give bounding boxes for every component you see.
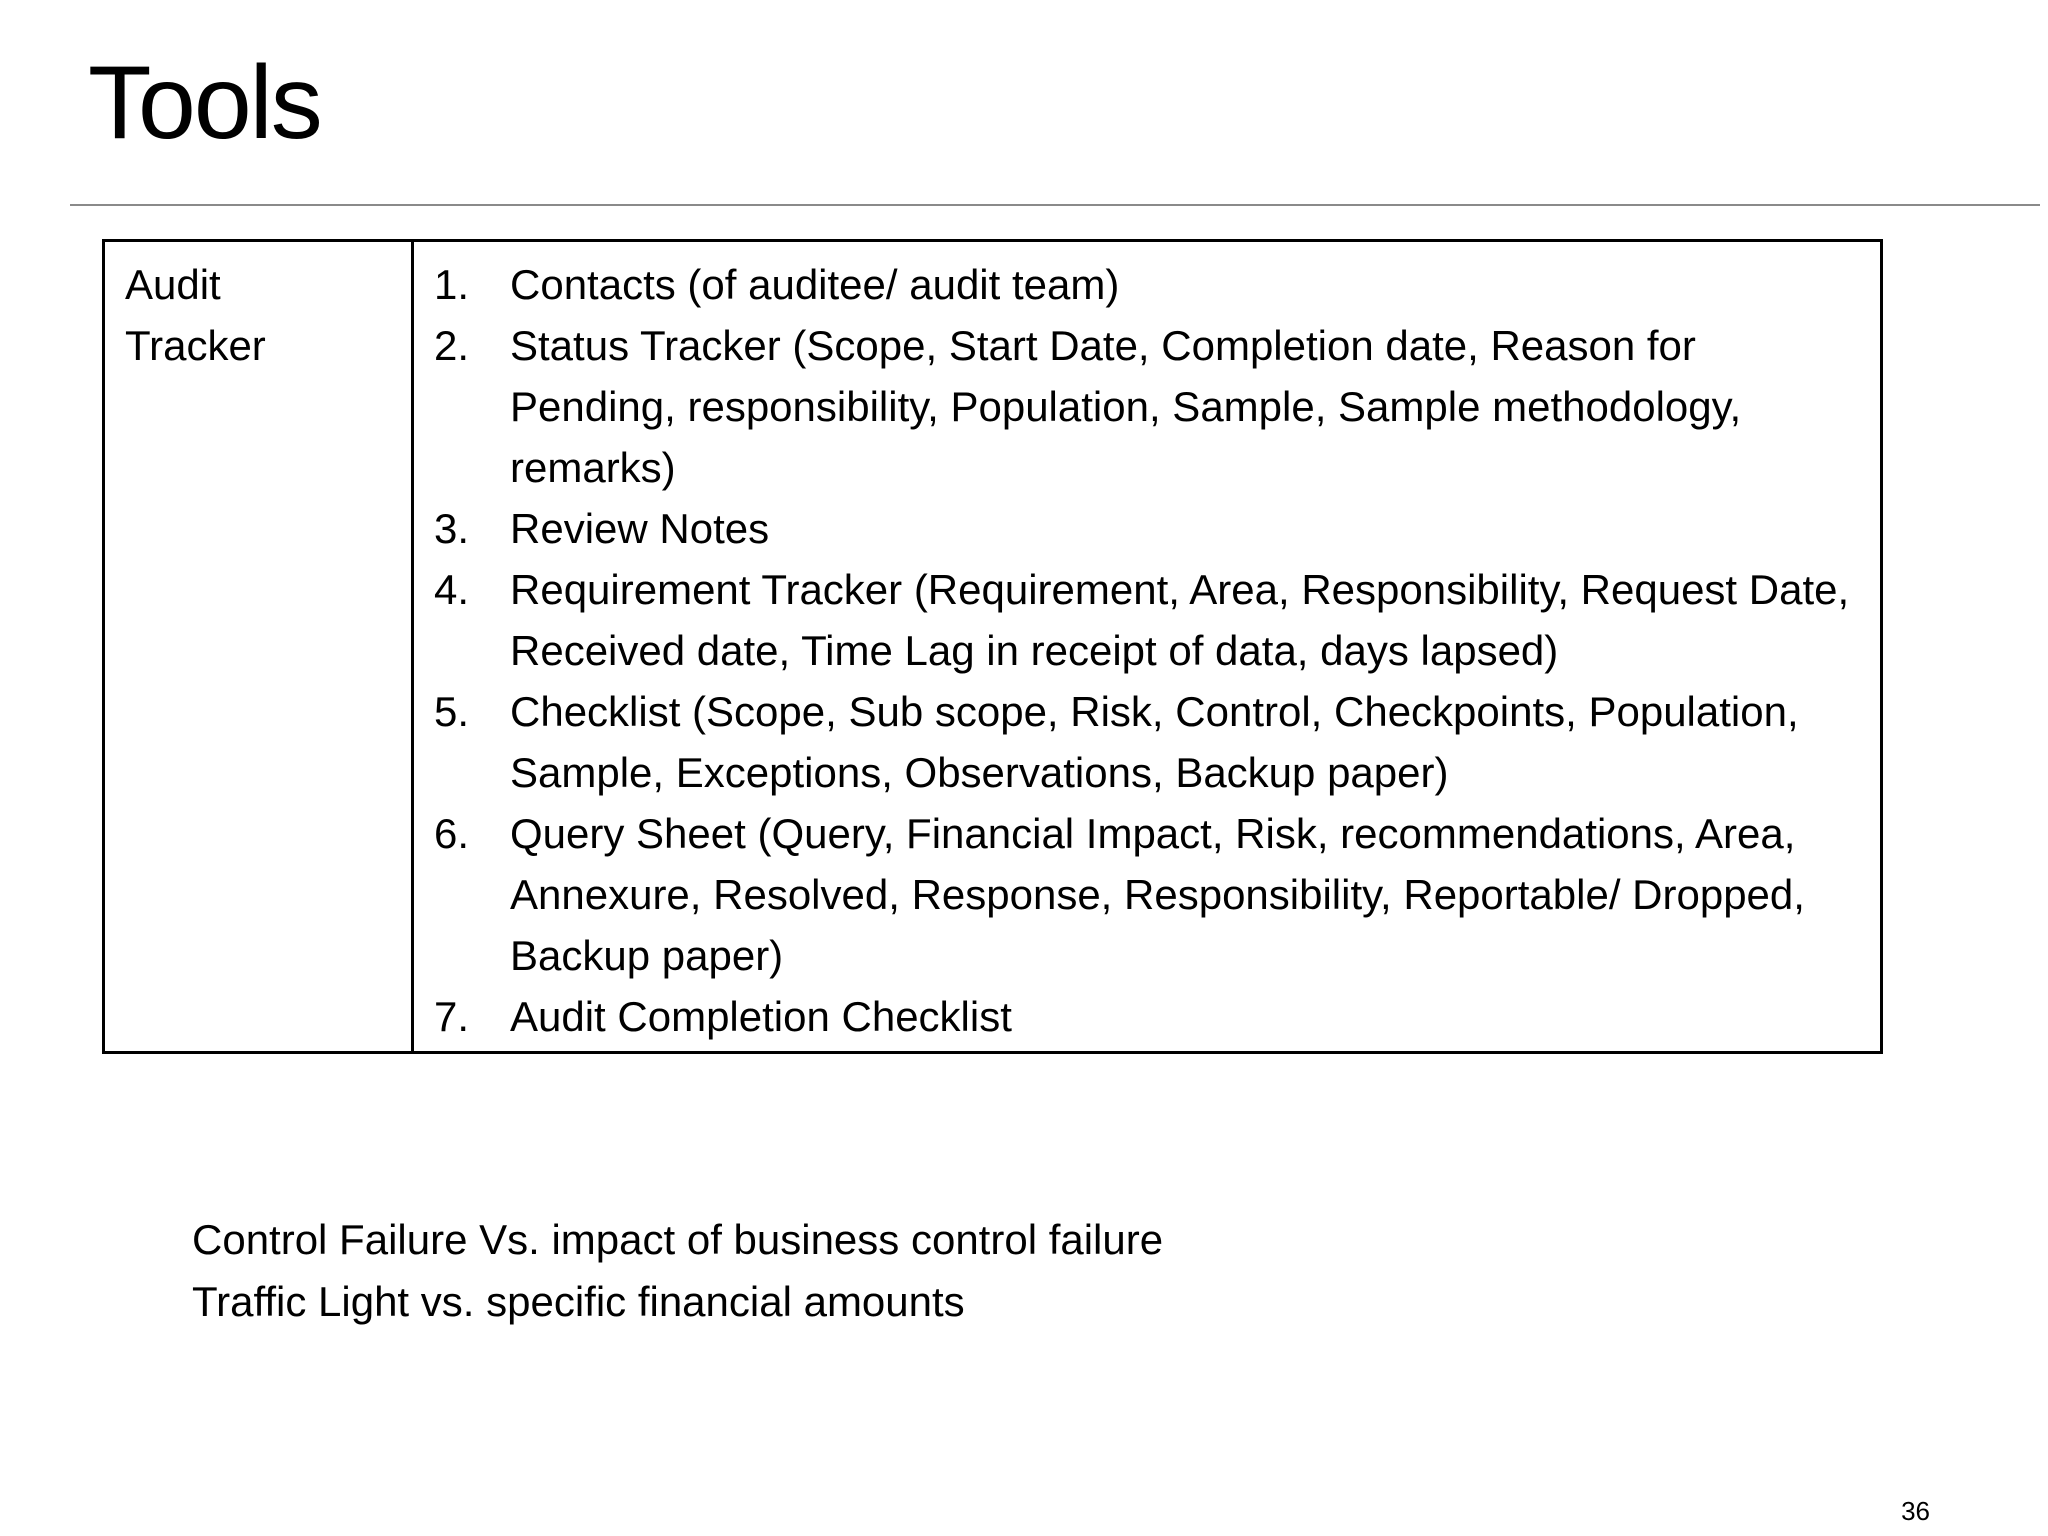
- list-item: [434, 559, 1866, 681]
- item-number: 1.: [434, 261, 470, 308]
- item-number: 2.: [434, 322, 470, 369]
- item-text: Checklist (Scope, Sub scope, Risk, Control, Checkpoints, Population, Sample, Exceptions, Observations, Backup paper): [510, 688, 1799, 796]
- list-item: [434, 498, 1866, 559]
- category-label-line: Audit: [125, 261, 221, 308]
- tools-table: [102, 239, 1883, 1054]
- notes-block: [192, 1209, 1163, 1333]
- item-number: 4.: [434, 566, 470, 613]
- list-item: [434, 254, 1866, 315]
- item-number: 5.: [434, 688, 470, 735]
- title-divider: [70, 204, 2040, 206]
- slide-title: Tools: [88, 45, 321, 161]
- item-text: Requirement Tracker (Requirement, Area, Responsibility, Request Date, Received date, Time Lag in receipt of data, days lapsed): [510, 566, 1850, 674]
- note-line: Traffic Light vs. specific financial amounts: [192, 1278, 965, 1325]
- item-text: Audit Completion Checklist: [510, 993, 1012, 1040]
- tool-item-list: [434, 254, 1866, 1047]
- page-number: 36: [1901, 1496, 1930, 1526]
- list-item: [434, 803, 1866, 986]
- item-number: 3.: [434, 505, 470, 552]
- items-cell: [413, 241, 1882, 1053]
- category-label-line: Tracker: [125, 322, 266, 369]
- item-text: Contacts (of auditee/ audit team): [510, 261, 1120, 308]
- item-text: Status Tracker (Scope, Start Date, Completion date, Reason for Pending, responsibility, Population, Sample, Sample methodology, remarks): [510, 322, 1742, 491]
- item-number: 6.: [434, 810, 470, 857]
- category-cell: [104, 241, 413, 1053]
- note-line: Control Failure Vs. impact of business control failure: [192, 1216, 1164, 1263]
- list-item: [434, 315, 1866, 498]
- item-number: 7.: [434, 993, 470, 1040]
- list-item: [434, 986, 1866, 1047]
- list-item: [434, 681, 1866, 803]
- item-text: Review Notes: [510, 505, 770, 552]
- table-row: [104, 241, 1882, 1053]
- item-text: Query Sheet (Query, Financial Impact, Risk, recommendations, Area, Annexure, Resolved, Response, Responsibility, Reportable/ Dropped, Backup paper): [510, 810, 1805, 979]
